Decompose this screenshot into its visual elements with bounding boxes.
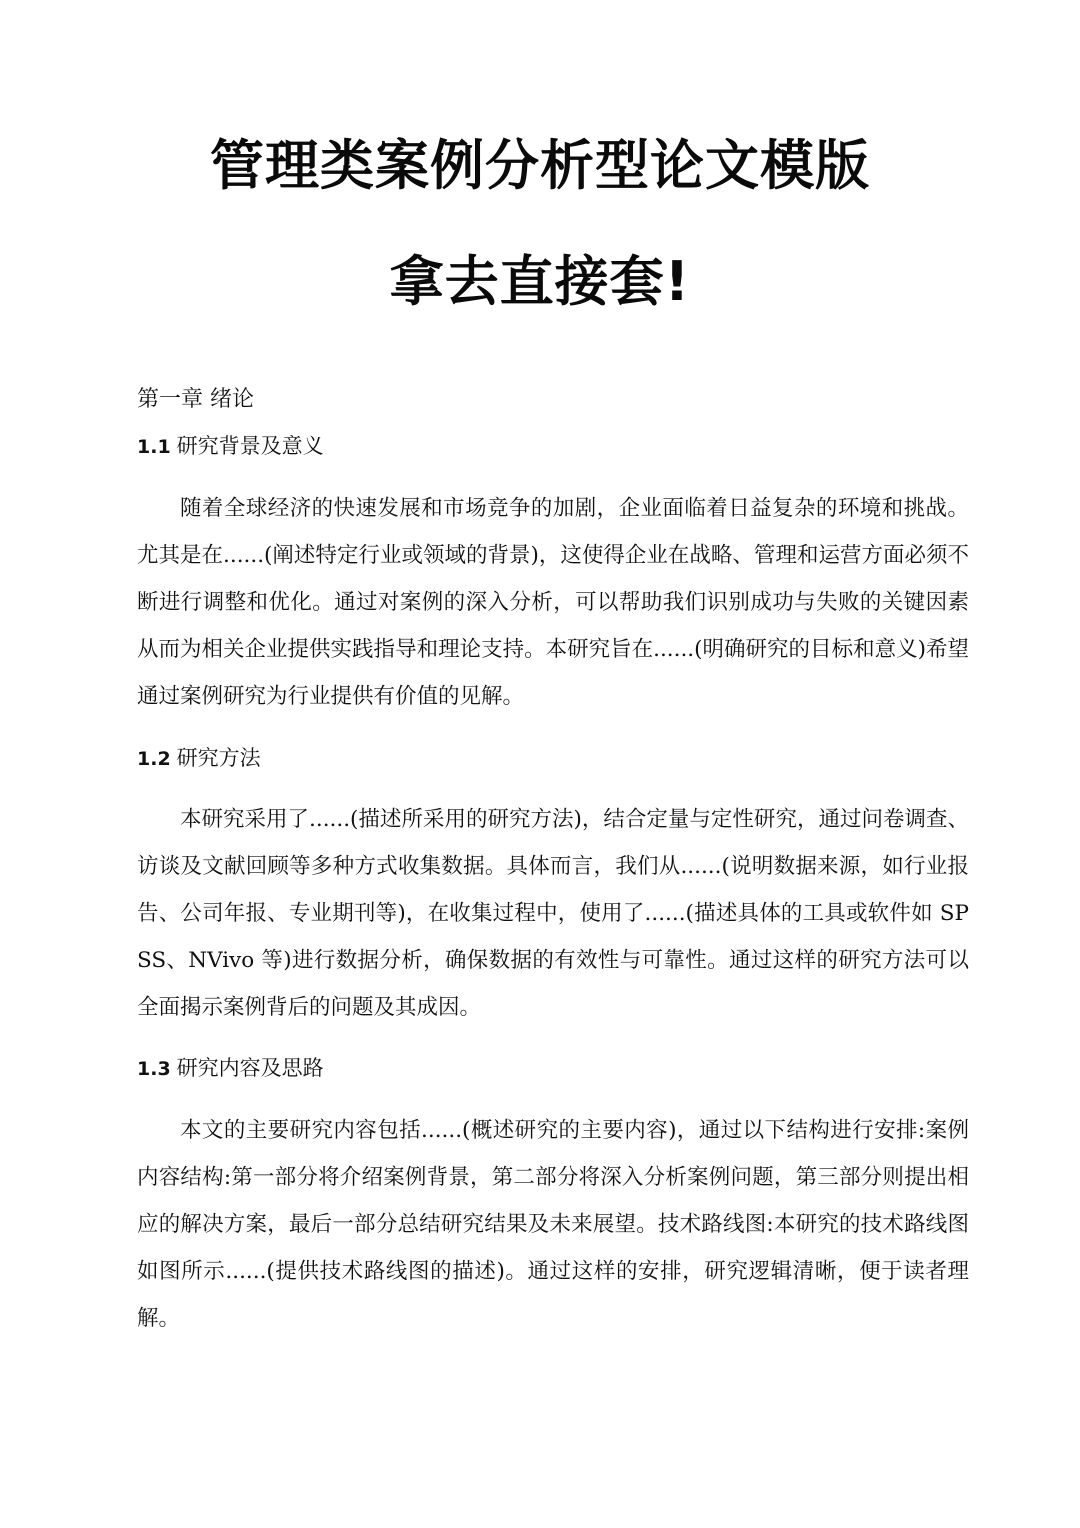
section-heading-1-3 xyxy=(137,1052,324,1085)
section-number: 1.2 xyxy=(137,748,171,770)
section-title: 研究背景及意义 xyxy=(176,434,324,458)
document-subtitle: 拿去直接套! xyxy=(389,250,691,313)
section-heading-1-1 xyxy=(137,430,324,463)
section-paragraph-1-1: 随着全球经济的快速发展和市场竞争的加剧，企业面临着日益复杂的环境和挑战。尤其是在......(阐述特定行业或领域的背景)，这使得企业在战略、管理和运营方面必须不断进行调整和优化。通过对案例的深入分析，可以帮助我们识别成功与失败的关键因素从而为相关企业提供实践指导和理论支持。本研究旨在......(明确研究的目标和意义)希望通过案例研究为行业提供有价值的见解。 xyxy=(137,496,969,709)
section-title: 研究方法 xyxy=(176,746,261,770)
section-number: 1.3 xyxy=(137,1058,171,1080)
chapter-heading: 第一章 绪论 xyxy=(137,387,254,412)
document-title: 管理类案例分析型论文模版 xyxy=(210,134,870,197)
section-heading-1-2 xyxy=(137,742,261,775)
section-title: 研究内容及思路 xyxy=(176,1056,324,1080)
section-number: 1.1 xyxy=(137,436,171,458)
section-paragraph-1-2: 本研究采用了......(描述所采用的研究方法)，结合定量与定性研究，通过问卷调查、访谈及文献回顾等多种方式收集数据。具体而言，我们从......(说明数据来源，如行业报告、公司年报、专业期刊等)，在收集过程中，使用了......(描述具体的工具或软件如 SPSS、NVivo 等)进行数据分析，确保数据的有效性与可靠性。通过这样的研究方法可以全面揭示案例背后的问题及其成因。 xyxy=(137,807,969,1020)
section-paragraph-1-3: 本文的主要研究内容包括......(概述研究的主要内容)，通过以下结构进行安排:案例内容结构:第一部分将介绍案例背景，第二部分将深入分析案例问题，第三部分则提出相应的解决方案，最后一部分总结研究结果及未来展望。技术路线图:本研究的技术路线图如图所示......(提供技术路线图的描述)。通过这样的安排，研究逻辑清晰，便于读者理解。 xyxy=(137,1118,969,1331)
